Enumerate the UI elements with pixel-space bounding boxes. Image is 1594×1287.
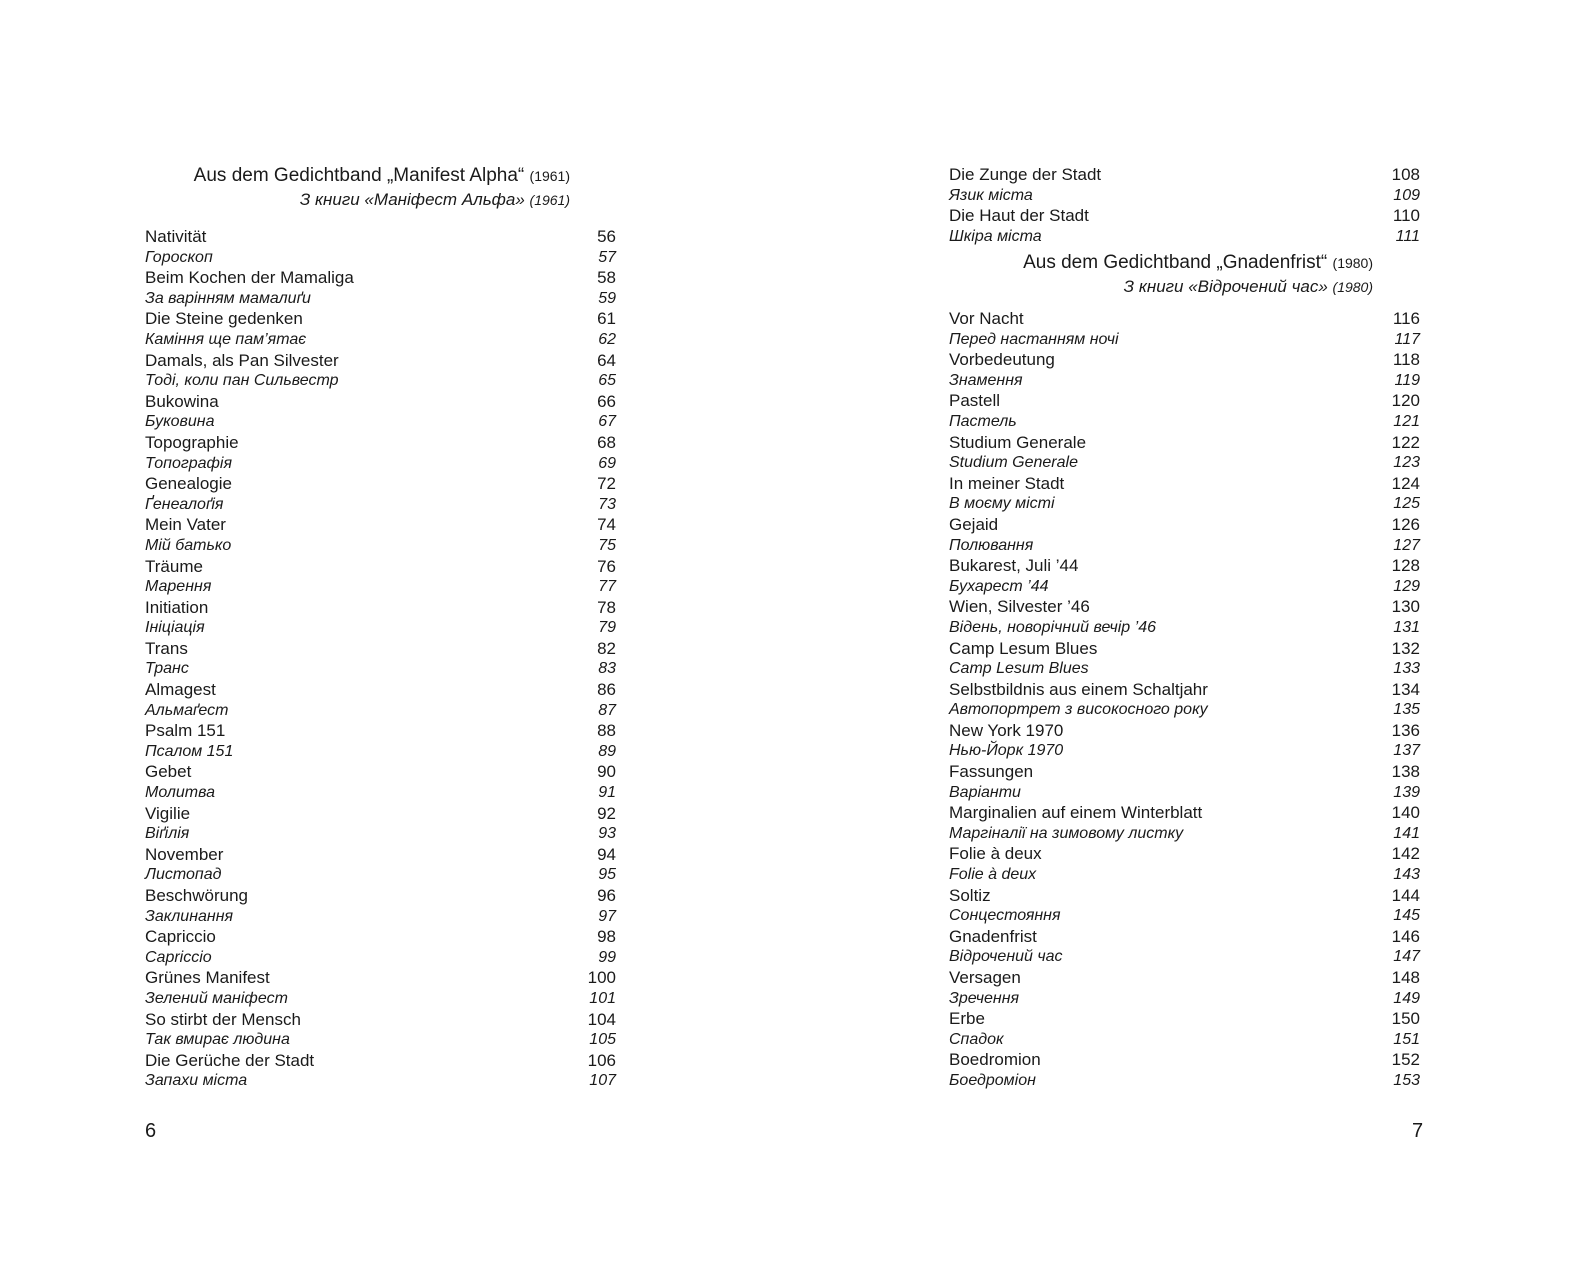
heading-de [194, 164, 570, 188]
toc-entry [145, 762, 616, 783]
toc-entry-title: Полювання [949, 536, 1034, 554]
toc-entry-title: Відрочений час [949, 948, 1063, 966]
toc-entry [145, 495, 616, 516]
toc-entry-title: New York 1970 [949, 720, 1064, 740]
toc-entry-title: Vor Nacht [949, 309, 1024, 328]
toc-entry-page-number: 96 [597, 886, 616, 905]
toc-entry-title: Сонцестояння [949, 907, 1061, 925]
toc-entry [145, 412, 616, 433]
toc-entry [949, 865, 1420, 886]
toc-entry [145, 1010, 616, 1031]
heading-de-year: (1961) [529, 168, 570, 184]
toc-entry-page-number: 118 [1392, 350, 1420, 370]
toc-entry-title: Заклинання [145, 907, 234, 925]
toc-entry-title: Marginalien auf einem Winterblatt [949, 803, 1203, 823]
toc-entry-page-number: 90 [597, 762, 616, 782]
toc-entry-page-number: 83 [598, 660, 616, 678]
toc-entry [949, 165, 1420, 186]
right-page [797, 0, 1594, 1287]
toc-entry [949, 227, 1420, 248]
toc-entry-page-number: 143 [1393, 866, 1420, 884]
toc-entry-page-number: 101 [589, 989, 616, 1007]
toc-entry-page-number: 119 [1394, 371, 1420, 389]
toc-entry-page-number: 144 [1391, 885, 1420, 905]
toc-entry [949, 886, 1420, 907]
heading-uk-year: (1980) [1332, 279, 1373, 295]
toc-entry-page-number: 129 [1393, 577, 1420, 595]
toc-entry-title: Бухарест ’44 [949, 577, 1049, 595]
toc-entry-title: Пастель [949, 412, 1017, 430]
toc-entry [949, 989, 1420, 1010]
toc-entry-page-number: 94 [597, 844, 616, 864]
toc-entry-title: Studium Generale [949, 432, 1087, 452]
toc-entry-title: Vigilie [145, 803, 191, 823]
toc-entry-title: Folie à deux [949, 844, 1042, 864]
toc-entry-page-number: 151 [1393, 1030, 1420, 1048]
toc-entry-page-number: 106 [587, 1050, 616, 1070]
toc-entry-title: So stirbt der Mensch [145, 1009, 301, 1029]
toc-entry-page-number: 67 [598, 413, 616, 431]
toc-entry [949, 206, 1420, 227]
toc-entry [145, 886, 616, 907]
heading-uk [1023, 275, 1373, 299]
toc-entry-title: Almagest [145, 680, 216, 700]
toc-entry-title: Wien, Silvester ’46 [949, 597, 1090, 617]
toc-entry-title: Буковина [145, 413, 215, 431]
toc-entry [145, 392, 616, 413]
toc-entry-page-number: 128 [1391, 556, 1420, 576]
toc-entry [145, 454, 616, 475]
toc-entry-page-number: 95 [598, 866, 616, 884]
toc-entry [949, 680, 1420, 701]
toc-entry [949, 474, 1420, 495]
toc-entry-page-number: 92 [597, 803, 616, 823]
toc-entry-title: Bukarest, Juli ’44 [949, 556, 1079, 576]
toc-entry-title: November [145, 844, 224, 864]
toc-entry [949, 1071, 1420, 1092]
toc-entry-title: Ґенеалоґія [145, 495, 224, 513]
toc-entry-page-number: 122 [1391, 432, 1420, 452]
toc-entry-page-number: 99 [598, 948, 616, 966]
toc-entry-page-number: 72 [597, 474, 616, 494]
toc-entry-title: Топографія [145, 454, 232, 472]
toc-entry-page-number: 62 [598, 330, 616, 348]
toc-entry-title: Pastell [949, 391, 1001, 411]
toc-entry [145, 968, 616, 989]
heading-uk [194, 188, 570, 212]
toc-entry-page-number: 120 [1391, 391, 1420, 411]
toc-entry-title: Так вмирає людина [145, 1031, 290, 1049]
toc-entry-page-number: 104 [587, 1009, 616, 1029]
toc-entry [145, 824, 616, 845]
toc-entry [949, 783, 1420, 804]
toc-entry [949, 556, 1420, 577]
heading-uk-title: З книги «Відрочений час» [1123, 277, 1328, 296]
toc-entry [949, 597, 1420, 618]
toc-entry-page-number: 58 [597, 268, 616, 288]
toc-entry-page-number: 69 [598, 454, 616, 472]
toc-entry [145, 618, 616, 639]
toc-entry [949, 412, 1420, 433]
toc-entry-page-number: 146 [1391, 926, 1420, 946]
table-of-contents-right [949, 309, 1420, 1092]
toc-entry-title: Nativität [145, 227, 207, 246]
toc-entry [949, 330, 1420, 351]
toc-entry-page-number: 79 [598, 619, 616, 637]
toc-entry [145, 515, 616, 536]
toc-entry-page-number: 134 [1391, 679, 1420, 699]
toc-entry-title: Гороскоп [145, 248, 213, 266]
toc-entry-title: Träume [145, 556, 203, 576]
toc-entry [145, 433, 616, 454]
toc-entry-page-number: 77 [598, 578, 616, 596]
toc-entry [949, 391, 1420, 412]
toc-entry-page-number: 89 [598, 742, 616, 760]
toc-entry [145, 536, 616, 557]
toc-entry-title: Транс [145, 660, 189, 678]
toc-entry-title: Боедроміон [949, 1071, 1036, 1089]
toc-entry-page-number: 125 [1393, 495, 1420, 513]
toc-entry-title: Марення [145, 578, 212, 596]
toc-entry [145, 680, 616, 701]
toc-entry-page-number: 91 [598, 784, 616, 802]
toc-entry [145, 989, 616, 1010]
toc-entry-page-number: 140 [1391, 803, 1420, 823]
toc-entry-title: Studium Generale [949, 454, 1078, 472]
toc-entry-title: Перед настанням ночі [949, 330, 1119, 348]
toc-entry-title: Mein Vater [145, 515, 226, 535]
toc-entry [949, 1009, 1420, 1030]
toc-entry-title: Альмаґест [145, 701, 229, 719]
toc-entry [145, 721, 616, 742]
toc-entry-title: Нью-Йорк 1970 [949, 742, 1064, 760]
toc-entry [949, 721, 1420, 742]
heading-de [1023, 251, 1373, 275]
toc-entry-page-number: 59 [598, 289, 616, 307]
toc-entry [145, 557, 616, 578]
toc-entry [145, 639, 616, 660]
toc-entry [949, 906, 1420, 927]
toc-entry-title: Capriccio [145, 948, 212, 966]
toc-entry-page-number: 93 [598, 825, 616, 843]
toc-entry [949, 844, 1420, 865]
toc-entry-title: Мій батько [145, 536, 232, 554]
toc-entry-page-number: 150 [1391, 1009, 1420, 1029]
toc-entry-page-number: 88 [597, 721, 616, 741]
toc-entry [145, 351, 616, 372]
toc-entry [949, 803, 1420, 824]
toc-entry [949, 618, 1420, 639]
toc-entry-title: Зречення [949, 989, 1020, 1007]
toc-entry-page-number: 124 [1391, 473, 1420, 493]
toc-entry-page-number: 109 [1393, 186, 1420, 204]
toc-entry-title: Відень, новорічний вечір ’46 [949, 618, 1156, 636]
toc-entry-title: Initiation [145, 597, 209, 617]
toc-entry-title: Capriccio [145, 927, 216, 947]
toc-entry [145, 865, 616, 886]
toc-entry-title: Знамення [949, 371, 1023, 389]
toc-entry-title: Soltiz [949, 885, 991, 905]
toc-entry-page-number: 64 [597, 350, 616, 370]
toc-entry [949, 350, 1420, 371]
toc-entry [145, 845, 616, 866]
toc-entry [949, 762, 1420, 783]
toc-entry-page-number: 142 [1391, 844, 1420, 864]
toc-entry [949, 700, 1420, 721]
toc-entry-page-number: 75 [598, 536, 616, 554]
toc-entry [949, 433, 1420, 454]
toc-entry-title: Ініціація [145, 619, 205, 637]
table-of-contents-left [145, 227, 616, 1092]
toc-entry [145, 268, 616, 289]
toc-entry-page-number: 98 [597, 927, 616, 947]
toc-entry [949, 515, 1420, 536]
toc-entry-title: Die Haut der Stadt [949, 206, 1089, 226]
toc-entry-page-number: 152 [1391, 1050, 1420, 1070]
page-number-right: 7 [1412, 1120, 1424, 1142]
table-of-contents-right-continued [949, 165, 1420, 247]
toc-entry-page-number: 82 [597, 638, 616, 658]
toc-entry-title: Тоді, коли пан Сильвестр [145, 372, 339, 390]
toc-entry-title: Camp Lesum Blues [949, 660, 1089, 678]
toc-entry-page-number: 121 [1393, 412, 1420, 430]
toc-entry-page-number: 136 [1391, 720, 1420, 740]
toc-entry-title: Псалом 151 [145, 742, 234, 760]
toc-entry [145, 1071, 616, 1092]
toc-entry-page-number: 87 [598, 701, 616, 719]
toc-entry-page-number: 145 [1393, 907, 1420, 925]
toc-entry [145, 577, 616, 598]
toc-entry [949, 927, 1420, 948]
toc-entry-page-number: 107 [589, 1072, 616, 1090]
toc-entry-page-number: 74 [597, 515, 616, 535]
toc-entry-title: Зелений маніфест [145, 989, 288, 1007]
toc-entry-title: Молитва [145, 784, 216, 802]
toc-entry-page-number: 139 [1393, 783, 1420, 801]
section-heading-gnadenfrist [1023, 251, 1373, 299]
toc-entry-page-number: 57 [598, 248, 616, 266]
toc-entry-page-number: 137 [1393, 742, 1420, 760]
toc-entry [145, 783, 616, 804]
toc-entry [949, 639, 1420, 660]
toc-entry-title: Beim Kochen der Mamaliga [145, 268, 354, 288]
toc-entry-page-number: 108 [1391, 165, 1420, 184]
toc-entry [949, 1050, 1420, 1071]
toc-entry-title: Шкіра міста [949, 227, 1042, 245]
toc-entry-title: Язик міста [949, 186, 1033, 204]
toc-entry [145, 948, 616, 969]
toc-entry [949, 453, 1420, 474]
toc-entry-page-number: 117 [1394, 330, 1420, 348]
toc-entry-page-number: 73 [598, 495, 616, 513]
toc-entry-page-number: 153 [1393, 1071, 1420, 1089]
toc-entry-title: Erbe [949, 1009, 985, 1029]
toc-entry-page-number: 100 [587, 968, 616, 988]
toc-entry-page-number: 116 [1392, 309, 1420, 328]
toc-entry-page-number: 105 [589, 1031, 616, 1049]
toc-entry-title: Gebet [145, 762, 192, 782]
toc-entry-title: Віґілія [145, 825, 190, 843]
toc-entry-page-number: 135 [1393, 701, 1420, 719]
toc-entry [145, 1051, 616, 1072]
toc-entry [949, 536, 1420, 557]
toc-entry [949, 186, 1420, 207]
heading-de-title: Aus dem Gedichtband „Gnadenfrist“ [1023, 252, 1328, 273]
toc-entry-title: Folie à deux [949, 866, 1037, 884]
toc-entry-title: Каміння ще пам’ятає [145, 330, 307, 348]
toc-entry-page-number: 86 [597, 680, 616, 700]
toc-entry-title: Die Steine gedenken [145, 309, 303, 329]
toc-entry [145, 927, 616, 948]
toc-entry-title: Bukowina [145, 391, 219, 411]
toc-entry-page-number: 61 [597, 309, 616, 329]
toc-entry-title: Варіанти [949, 783, 1021, 801]
toc-entry-title: Маргіналії на зимовому листку [949, 824, 1184, 842]
toc-entry-title: Gnadenfrist [949, 926, 1037, 946]
toc-entry-title: In meiner Stadt [949, 473, 1065, 493]
toc-entry [145, 659, 616, 680]
toc-entry-title: Grünes Manifest [145, 968, 270, 988]
toc-entry-title: Topographie [145, 432, 239, 452]
toc-entry [145, 907, 616, 928]
toc-entry-page-number: 138 [1391, 762, 1420, 782]
toc-entry [949, 577, 1420, 598]
toc-entry-page-number: 130 [1391, 597, 1420, 617]
toc-entry [145, 474, 616, 495]
toc-entry-page-number: 148 [1391, 968, 1420, 987]
toc-entry-page-number: 97 [598, 907, 616, 925]
toc-entry-page-number: 123 [1393, 454, 1420, 472]
toc-entry [145, 1030, 616, 1051]
toc-entry [949, 824, 1420, 845]
toc-entry [949, 1030, 1420, 1051]
toc-entry-title: Листопад [145, 866, 222, 884]
toc-entry [145, 289, 616, 310]
toc-entry [145, 804, 616, 825]
toc-entry-title: Die Gerüche der Stadt [145, 1050, 315, 1070]
toc-entry-page-number: 68 [597, 432, 616, 452]
toc-entry [949, 968, 1420, 989]
heading-de-year: (1980) [1332, 255, 1373, 271]
heading-uk-title: З книги «Маніфест Альфа» [299, 190, 525, 209]
toc-entry-page-number: 133 [1393, 660, 1420, 678]
toc-entry [145, 248, 616, 269]
toc-entry [949, 741, 1420, 762]
toc-entry [145, 309, 616, 330]
toc-entry-page-number: 131 [1393, 618, 1420, 636]
toc-entry [145, 227, 616, 248]
toc-entry [949, 494, 1420, 515]
toc-entry-title: Beschwörung [145, 886, 249, 905]
toc-entry [949, 947, 1420, 968]
heading-uk-year: (1961) [529, 192, 570, 208]
toc-entry-title: Die Zunge der Stadt [949, 165, 1102, 184]
toc-entry-page-number: 126 [1391, 514, 1420, 534]
toc-entry [949, 659, 1420, 680]
toc-entry-title: Versagen [949, 968, 1021, 987]
toc-entry-page-number: 149 [1393, 989, 1420, 1007]
toc-entry-page-number: 127 [1393, 536, 1420, 554]
toc-entry [145, 371, 616, 392]
toc-entry-title: Gejaid [949, 514, 999, 534]
toc-entry [145, 742, 616, 763]
toc-entry-title: В моєму місті [949, 495, 1055, 513]
toc-entry-title: Спадок [949, 1030, 1004, 1048]
toc-entry-title: Trans [145, 638, 188, 658]
toc-entry-page-number: 76 [597, 556, 616, 576]
toc-entry-title: Genealogie [145, 474, 232, 494]
toc-entry-page-number: 110 [1392, 206, 1420, 226]
toc-entry-title: Запахи міста [145, 1072, 248, 1090]
toc-entry-title: Fassungen [949, 762, 1034, 782]
toc-entry-page-number: 141 [1393, 824, 1420, 842]
toc-entry-title: Selbstbildnis aus einem Schaltjahr [949, 679, 1208, 699]
toc-entry-page-number: 65 [598, 372, 616, 390]
toc-entry-page-number: 132 [1391, 638, 1420, 658]
toc-entry-title: За варінням мамалиґи [145, 289, 311, 307]
toc-entry-page-number: 78 [597, 597, 616, 617]
toc-entry-page-number: 111 [1395, 227, 1420, 245]
toc-entry [145, 598, 616, 619]
toc-entry-page-number: 66 [597, 391, 616, 411]
section-heading-manifest-alpha [194, 164, 570, 212]
toc-entry-page-number: 147 [1393, 948, 1420, 966]
toc-entry-title: Vorbedeutung [949, 350, 1055, 370]
toc-entry [949, 309, 1420, 330]
toc-entry-title: Psalm 151 [145, 721, 226, 741]
toc-entry [145, 330, 616, 351]
toc-entry-title: Boedromion [949, 1050, 1041, 1070]
page-number-left: 6 [145, 1120, 157, 1142]
toc-entry [949, 371, 1420, 392]
toc-entry-page-number: 56 [597, 227, 616, 246]
heading-de-title: Aus dem Gedichtband „Manifest Alpha“ [193, 165, 525, 186]
toc-entry-title: Camp Lesum Blues [949, 638, 1098, 658]
toc-entry-title: Damals, als Pan Silvester [145, 350, 339, 370]
toc-entry-title: Автопортрет з високосного року [949, 701, 1208, 719]
toc-entry [145, 701, 616, 722]
